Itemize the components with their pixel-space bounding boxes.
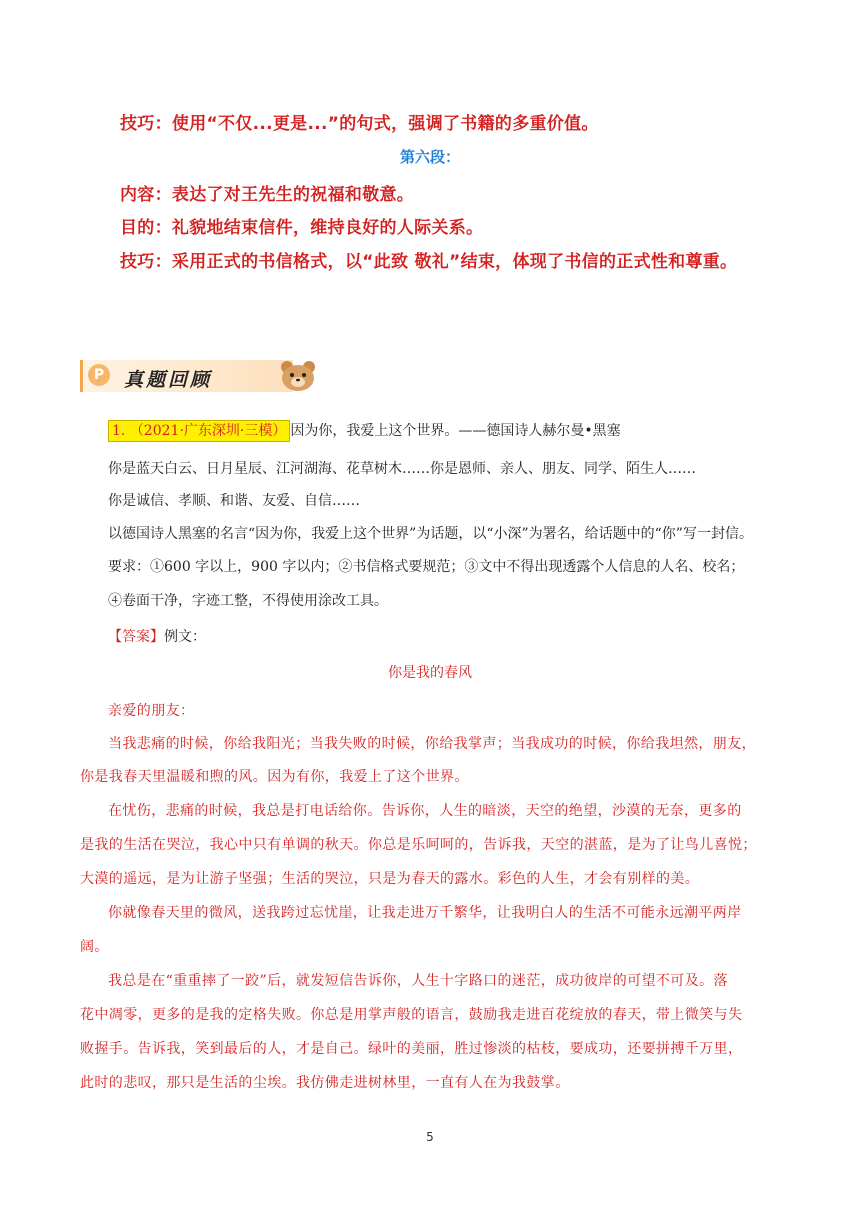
question-requirements-cont: ④卷面干净，字迹工整，不得使用涂改工具。 [108, 593, 388, 609]
section-heading: 第六段： [399, 148, 460, 166]
technique-line: 技巧：采用正式的书信格式，以“此致 敬礼”结束，体现了书信的正式性和尊重。 [120, 252, 738, 272]
content-line: 内容：表达了对王先生的祝福和敬意。 [120, 185, 415, 205]
question-prompt: 因为你，我爱上这个世界。——德国诗人赫尔曼•黑塞 [290, 423, 621, 439]
banner-title: 真题回顾 [124, 369, 213, 391]
question-header [108, 420, 621, 440]
essay-line: 在忧伤，悲痛的时候，我总是打电话给你。告诉你，人生的暗淡，天空的绝望，沙漠的无奈，更多的 [108, 803, 742, 819]
question-line: 以德国诗人黑塞的名言“因为你，我爱上这个世界”为话题，以“小深”为署名，给话题中的“你”写一封信。 [108, 526, 753, 542]
banner-badge-icon: P [88, 364, 110, 386]
essay-line: 花中凋零，更多的是我的定格失败。你总是用掌声般的语言，鼓励我走进百花绽放的春天，带上微笑与失 [80, 1007, 743, 1023]
answer-header [108, 626, 206, 646]
essay-line: 当我悲痛的时候，你给我阳光；当我失败的时候，你给我掌声；当我成功的时候，你给我坦然，朋友， [108, 736, 756, 752]
essay-line: 你就像春天里的微风，送我跨过忘忧崖，让我走进万千繁华，让我明白人的生活不可能永远潮平两岸 [108, 905, 742, 921]
essay-line: 此时的悲叹，那只是生活的尘埃。我仿佛走进树林里，一直有人在为我鼓掌。 [80, 1075, 570, 1091]
bear-mascot-icon [278, 358, 318, 392]
essay-line: 你是我春天里温暖和煦的风。因为有你，我爱上了这个世界。 [80, 769, 469, 785]
tip-line: 技巧：使用“不仅...更是...”的句式，强调了书籍的多重价值。 [120, 114, 599, 134]
essay-line: 是我的生活在哭泣，我心中只有单调的秋天。你总是乐呵呵的，告诉我，天空的湛蓝，是为了让鸟儿喜悦； [80, 837, 757, 853]
question-line: 你是诚信、孝顺、和谐、友爱、自信…… [108, 493, 360, 509]
essay-greeting: 亲爱的朋友： [108, 703, 195, 719]
section-banner [80, 352, 326, 400]
question-requirements: 要求：①600 字以上，900 字以内；②书信格式要规范；③文中不得出现透露个人信息的人名、校名； [108, 559, 745, 575]
question-line: 你是蓝天白云、日月星辰、江河湖海、花草树木……你是恩师、亲人、朋友、同学、陌生人…… [108, 461, 696, 477]
question-number: 1. [112, 423, 126, 439]
essay-line: 阔。 [80, 939, 109, 955]
question-source: （2021·广东深圳·三模） [129, 423, 287, 439]
essay-title: 你是我的春风 [388, 665, 472, 681]
answer-label: 【答案】 [108, 629, 164, 645]
essay-line: 我总是在“重重摔了一跤”后，就发短信告诉你，人生十字路口的迷茫，成功彼岸的可望不可及。落 [108, 973, 728, 989]
page-number: 5 [426, 1130, 434, 1144]
purpose-line: 目的：礼貌地结束信件，维持良好的人际关系。 [120, 218, 484, 238]
answer-intro: 例文： [164, 629, 206, 645]
essay-line: 败握手。告诉我，笑到最后的人，才是自己。绿叶的美丽，胜过惨淡的枯枝，要成功，还要拼搏千万里， [80, 1041, 743, 1057]
question-source-highlight [108, 420, 290, 442]
essay-line: 大漠的遥远，是为让游子坚强；生活的哭泣，只是为春天的露水。彩色的人生，才会有别样的美。 [80, 871, 700, 887]
